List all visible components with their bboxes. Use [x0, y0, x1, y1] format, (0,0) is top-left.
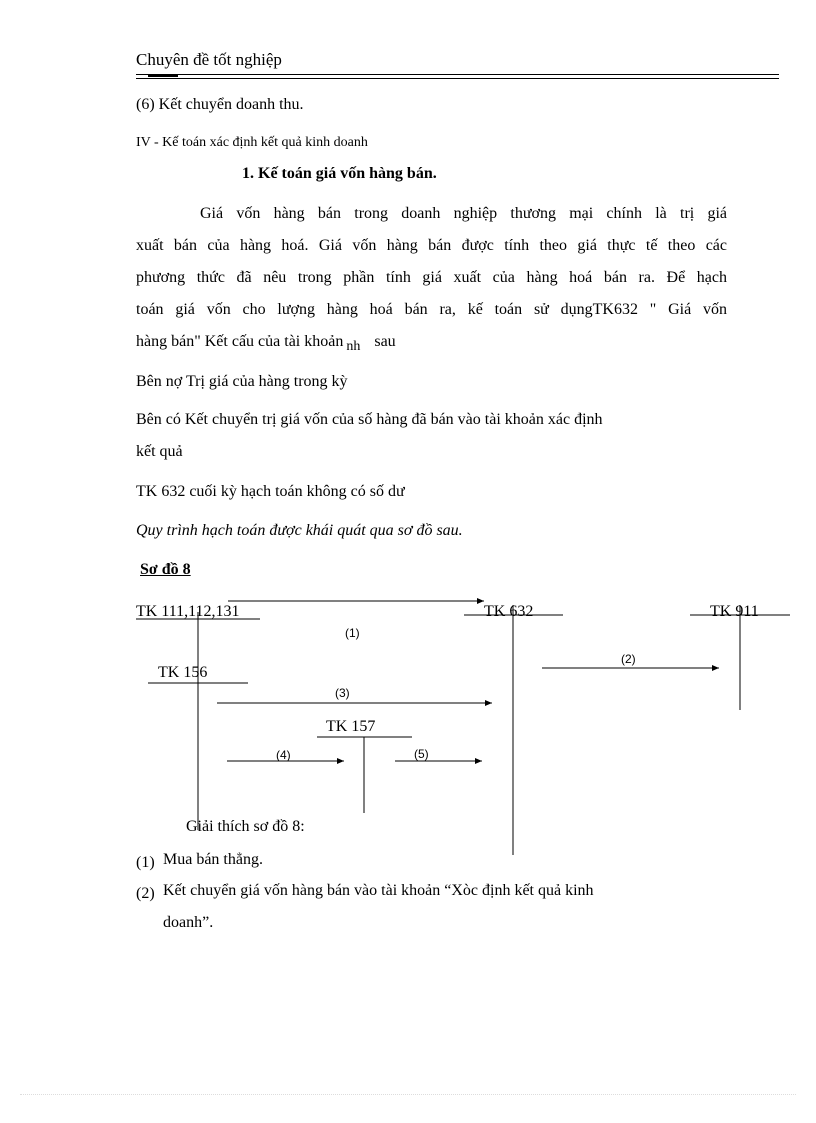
tk632-label: TK 632 — [484, 603, 534, 620]
flow-label-1: (1) — [345, 626, 360, 640]
explanation-title: Giải thích sơ đồ 8: — [186, 818, 305, 835]
credit-side-text-1: Bên có Kết chuyển trị giá vốn của số hàng đã bán vào tài khoản xác định — [136, 411, 603, 428]
flow-label-5: (5) — [414, 747, 429, 761]
paragraph-line-2: xuất bán của hàng hoá. Giá vốn hàng bán được tính theo giá thực tế theo các — [136, 237, 727, 254]
paragraph-line-1: Giá vốn hàng bán trong doanh nghiệp thương mại chính là trị giá — [200, 205, 727, 222]
tk632-note: TK 632 cuối kỳ hạch toán không có số dư — [136, 483, 405, 500]
credit-side-text-2: kết quả — [136, 443, 183, 460]
explanation-item-1 — [136, 851, 263, 869]
flow-label-4: (4) — [276, 748, 291, 762]
explanation-item-2-cont: doanh”. — [163, 914, 214, 931]
flow-label-2: (2) — [621, 652, 636, 666]
item-6-text: (6) Kết chuyển doanh thu. — [136, 96, 304, 113]
diagram-title: Sơ đồ 8 — [140, 561, 191, 578]
tk157-label: TK 157 — [326, 718, 376, 735]
section-heading: IV - Kế toán xác định kết quả kinh doanh — [136, 135, 368, 150]
page-footer-dots — [20, 1094, 796, 1095]
explanation-item-1-num: (1) — [136, 854, 155, 871]
page-header-title: Chuyên đề tốt nghiệp — [136, 50, 282, 69]
tk911-label: TK 911 — [710, 603, 759, 620]
explanation-item-2-text: Kết chuyển giá vốn hàng bán vào tài khoản “Xòc định kết quả kinh — [163, 882, 594, 899]
explanation-item-2 — [136, 882, 594, 900]
debit-side-text: Bên nợ Trị giá của hàng trong kỳ — [136, 373, 348, 390]
paragraph-line-5-end: sau — [374, 333, 396, 350]
process-note: Quy trình hạch toán được khái quát qua sơ đồ sau. — [136, 522, 463, 539]
tk156-label: TK 156 — [158, 664, 208, 681]
subheading: 1. Kế toán giá vốn hàng bán. — [242, 165, 437, 182]
paragraph-line-5-text: hàng bán" Kết cấu của tài khoản — [136, 333, 344, 350]
paragraph-subscript: nh — [346, 339, 361, 354]
explanation-item-2-num: (2) — [136, 885, 155, 902]
explanation-item-1-text: Mua bán thẳng. — [163, 851, 263, 868]
paragraph-line-4: toán giá vốn cho lượng hàng hoá bán ra, kế toán sử dụngTK632 " Giá vốn — [136, 301, 727, 318]
flow-label-3: (3) — [335, 686, 350, 700]
tk111-label: TK 111,112,131 — [136, 603, 240, 620]
paragraph-line-3: phương thức đã nêu trong phần tính giá xuất của hàng hoá bán ra. Để hạch — [136, 269, 727, 286]
